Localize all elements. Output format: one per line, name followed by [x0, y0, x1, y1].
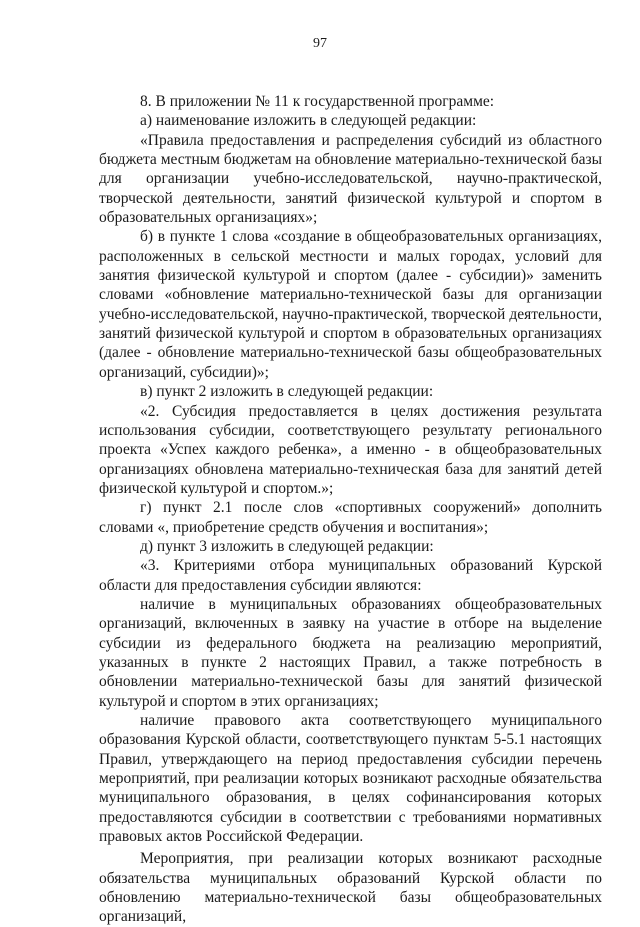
paragraph-point-3: «3. Критериями отбора муниципальных образований Курской области для предоставления субсидии являются:: [99, 557, 602, 594]
paragraph-subitem-d: д) пункт 3 изложить в следующей редакции:: [140, 537, 434, 555]
paragraph-point-2: «2. Субсидия предоставляется в целях достижения результата использования субсидии, соответствующего результату регионального проекта «Успех каждого ребенка», а именно - в общеобразовательных организациях обновлена материально-техническая база для занятий детей физической культурой и спортом.»;: [99, 402, 602, 497]
paragraph-title-quote: «Правила предоставления и распределения субсидий из областного бюджета местным бюджетам на обновление материально-технической базы для организации учебно-исследовательской, научно-практической, творческой деятельности, занятий физической культурой и спортом в образовательных организациях»;: [99, 131, 602, 227]
paragraph-subitem-g: г) пункт 2.1 после слов «спортивных сооружений» дополнить словами «, приобретение средств обучения и воспитания»;: [99, 499, 602, 536]
paragraph-measures: Мероприятия, при реализации которых возникают расходные обязательства муниципальных образований Курской области по обновлению материально-технической базы общеобразовательных организаций,: [99, 850, 602, 926]
page-number: 97: [313, 36, 327, 51]
paragraph-criterion-2: наличие правового акта соответствующего муниципального образования Курской области, соответствующего пунктам 5-5.1 настоящих Правил, утверждающего на период предоставления субсидии перечень мероприятий, при реализации которых возникают расходные обязательства муниципального образования, в целях софинансирования которых предоставляются субсидии в соответствии с требованиями нормативных правовых актов Российской Федерации.: [99, 712, 602, 846]
paragraph-item-8: 8. В приложении № 11 к государственной программе:: [140, 93, 495, 110]
paragraph-criterion-1: наличие в муниципальных образованиях общеобразовательных организаций, включенных в заявку на участие в отборе на выделение субсидии из федерального бюджета на реализацию мероприятий, указанных в пункте 2 настоящих Правил, а также потребность в обновлении материально-технической базы для занятий физической культурой и спортом в этих организациях;: [99, 595, 602, 710]
document-body: [99, 92, 602, 927]
paragraph-subitem-a: а) наименование изложить в следующей редакции:: [140, 112, 477, 130]
paragraph-subitem-v: в) пункт 2 изложить в следующей редакции:: [140, 383, 434, 401]
paragraph-subitem-b: б) в пункте 1 слова «создание в общеобразовательных организациях, расположенных в сельской местности и малых городах, условий для занятия физической культурой и спортом (далее - субсидии)» заменить словами «обновление материально-технической базы для организации учебно-исследовательской, научно-практической, творческой деятельности, занятий физической культурой и спортом в образовательных организациях (далее - обновление материально-технической базы общеобразовательных организаций, субсидии)»;: [99, 228, 602, 381]
